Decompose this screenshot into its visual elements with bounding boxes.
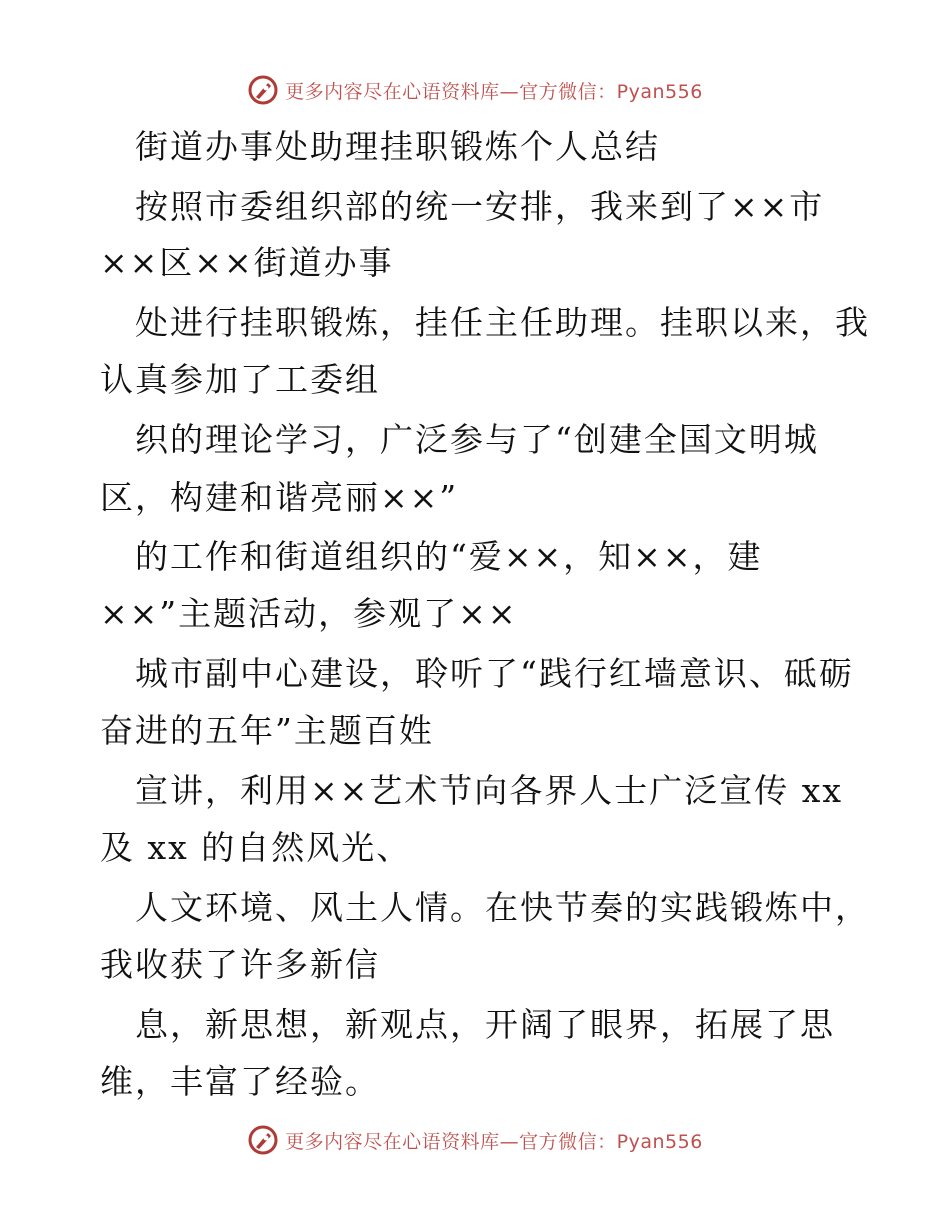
- paragraph-line: 处进行挂职锻炼，挂任主任助理。挂职以来，我: [135, 303, 870, 342]
- banner-text: [285, 1127, 703, 1154]
- paragraph-line: 宣讲，利用××艺术节向各界人士广泛宣传 xx: [135, 771, 844, 810]
- paragraph-line: 的工作和街道组织的“爱××，知××，建: [135, 537, 763, 576]
- banner-label: 更多内容尽在心语资料库—官方微信：: [285, 80, 617, 103]
- document-title: 街道办事处助理挂职锻炼个人总结: [135, 127, 660, 166]
- paragraph-line: 及 xx 的自然风光、: [100, 828, 412, 867]
- pen-circle-logo-icon: [247, 1124, 279, 1156]
- paragraph-line: 奋进的五年”主题百姓: [100, 711, 434, 750]
- paragraph-line: 息，新思想，新观点，开阔了眼界，拓展了思: [135, 1005, 835, 1044]
- paragraph-line: 城市副中心建设，聆听了“践行红墙意识、砥砺: [135, 654, 854, 693]
- paragraph-line: 人文环境、风土人情。在快节奏的实践锻炼中，: [135, 888, 870, 927]
- paragraph-line: 区，构建和谐亮丽××”: [100, 478, 459, 517]
- paragraph-line: 织的理论学习，广泛参与了“创建全国文明城: [135, 420, 819, 459]
- footer-banner: [0, 1120, 950, 1160]
- paragraph-line: ××”主题活动，参观了××: [100, 594, 518, 633]
- wechat-id: Pyan556: [616, 80, 703, 103]
- banner-label: 更多内容尽在心语资料库—官方微信：: [285, 1130, 617, 1153]
- wechat-id: Pyan556: [616, 1130, 703, 1153]
- paragraph-line: 我收获了许多新信: [100, 945, 380, 984]
- paragraph-line: 认真参加了工委组: [100, 360, 380, 399]
- paragraph-line: ××区××街道办事: [100, 243, 394, 282]
- paragraph-line: 维，丰富了经验。: [100, 1062, 380, 1101]
- paragraph-line: 按照市委组织部的统一安排，我来到了××市: [135, 187, 825, 226]
